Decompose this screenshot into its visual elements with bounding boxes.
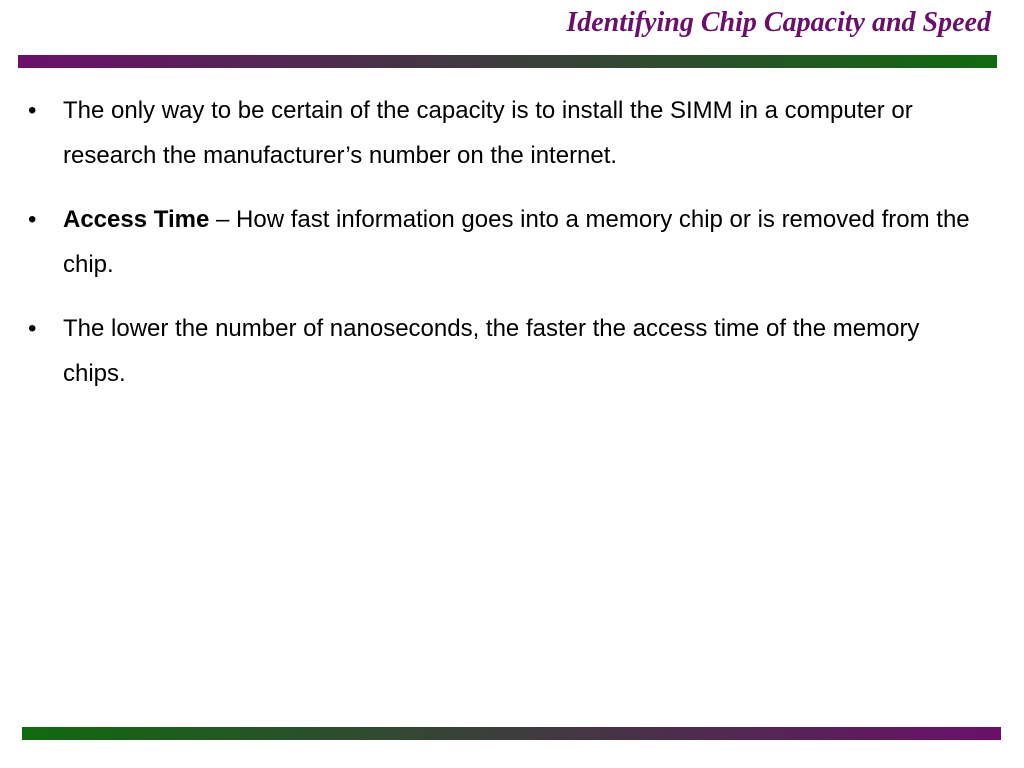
top-gradient-bar — [18, 55, 997, 68]
bullet-dot-icon: • — [28, 315, 37, 342]
bullet-dot-icon: • — [28, 97, 37, 124]
bullet-text: – How fast information goes into a memory chip or is removed from the chip. — [63, 206, 970, 278]
bullet-text: The lower the number of nanoseconds, the faster the access time of the memory chips. — [63, 315, 920, 387]
bullet-dot-icon: • — [28, 206, 37, 233]
slide-title: Identifying Chip Capacity and Speed — [566, 7, 991, 38]
bullet-term: Access Time — [63, 206, 210, 233]
bottom-gradient-bar — [22, 727, 1001, 740]
bullet-list — [22, 88, 982, 415]
bullet-text: The only way to be certain of the capacity is to install the SIMM in a computer or research the manufacturer’s number on the internet. — [63, 97, 913, 169]
bullet-item-nanoseconds — [22, 306, 982, 396]
bullet-item-capacity — [22, 88, 982, 178]
bullet-item-access-time — [22, 197, 982, 287]
